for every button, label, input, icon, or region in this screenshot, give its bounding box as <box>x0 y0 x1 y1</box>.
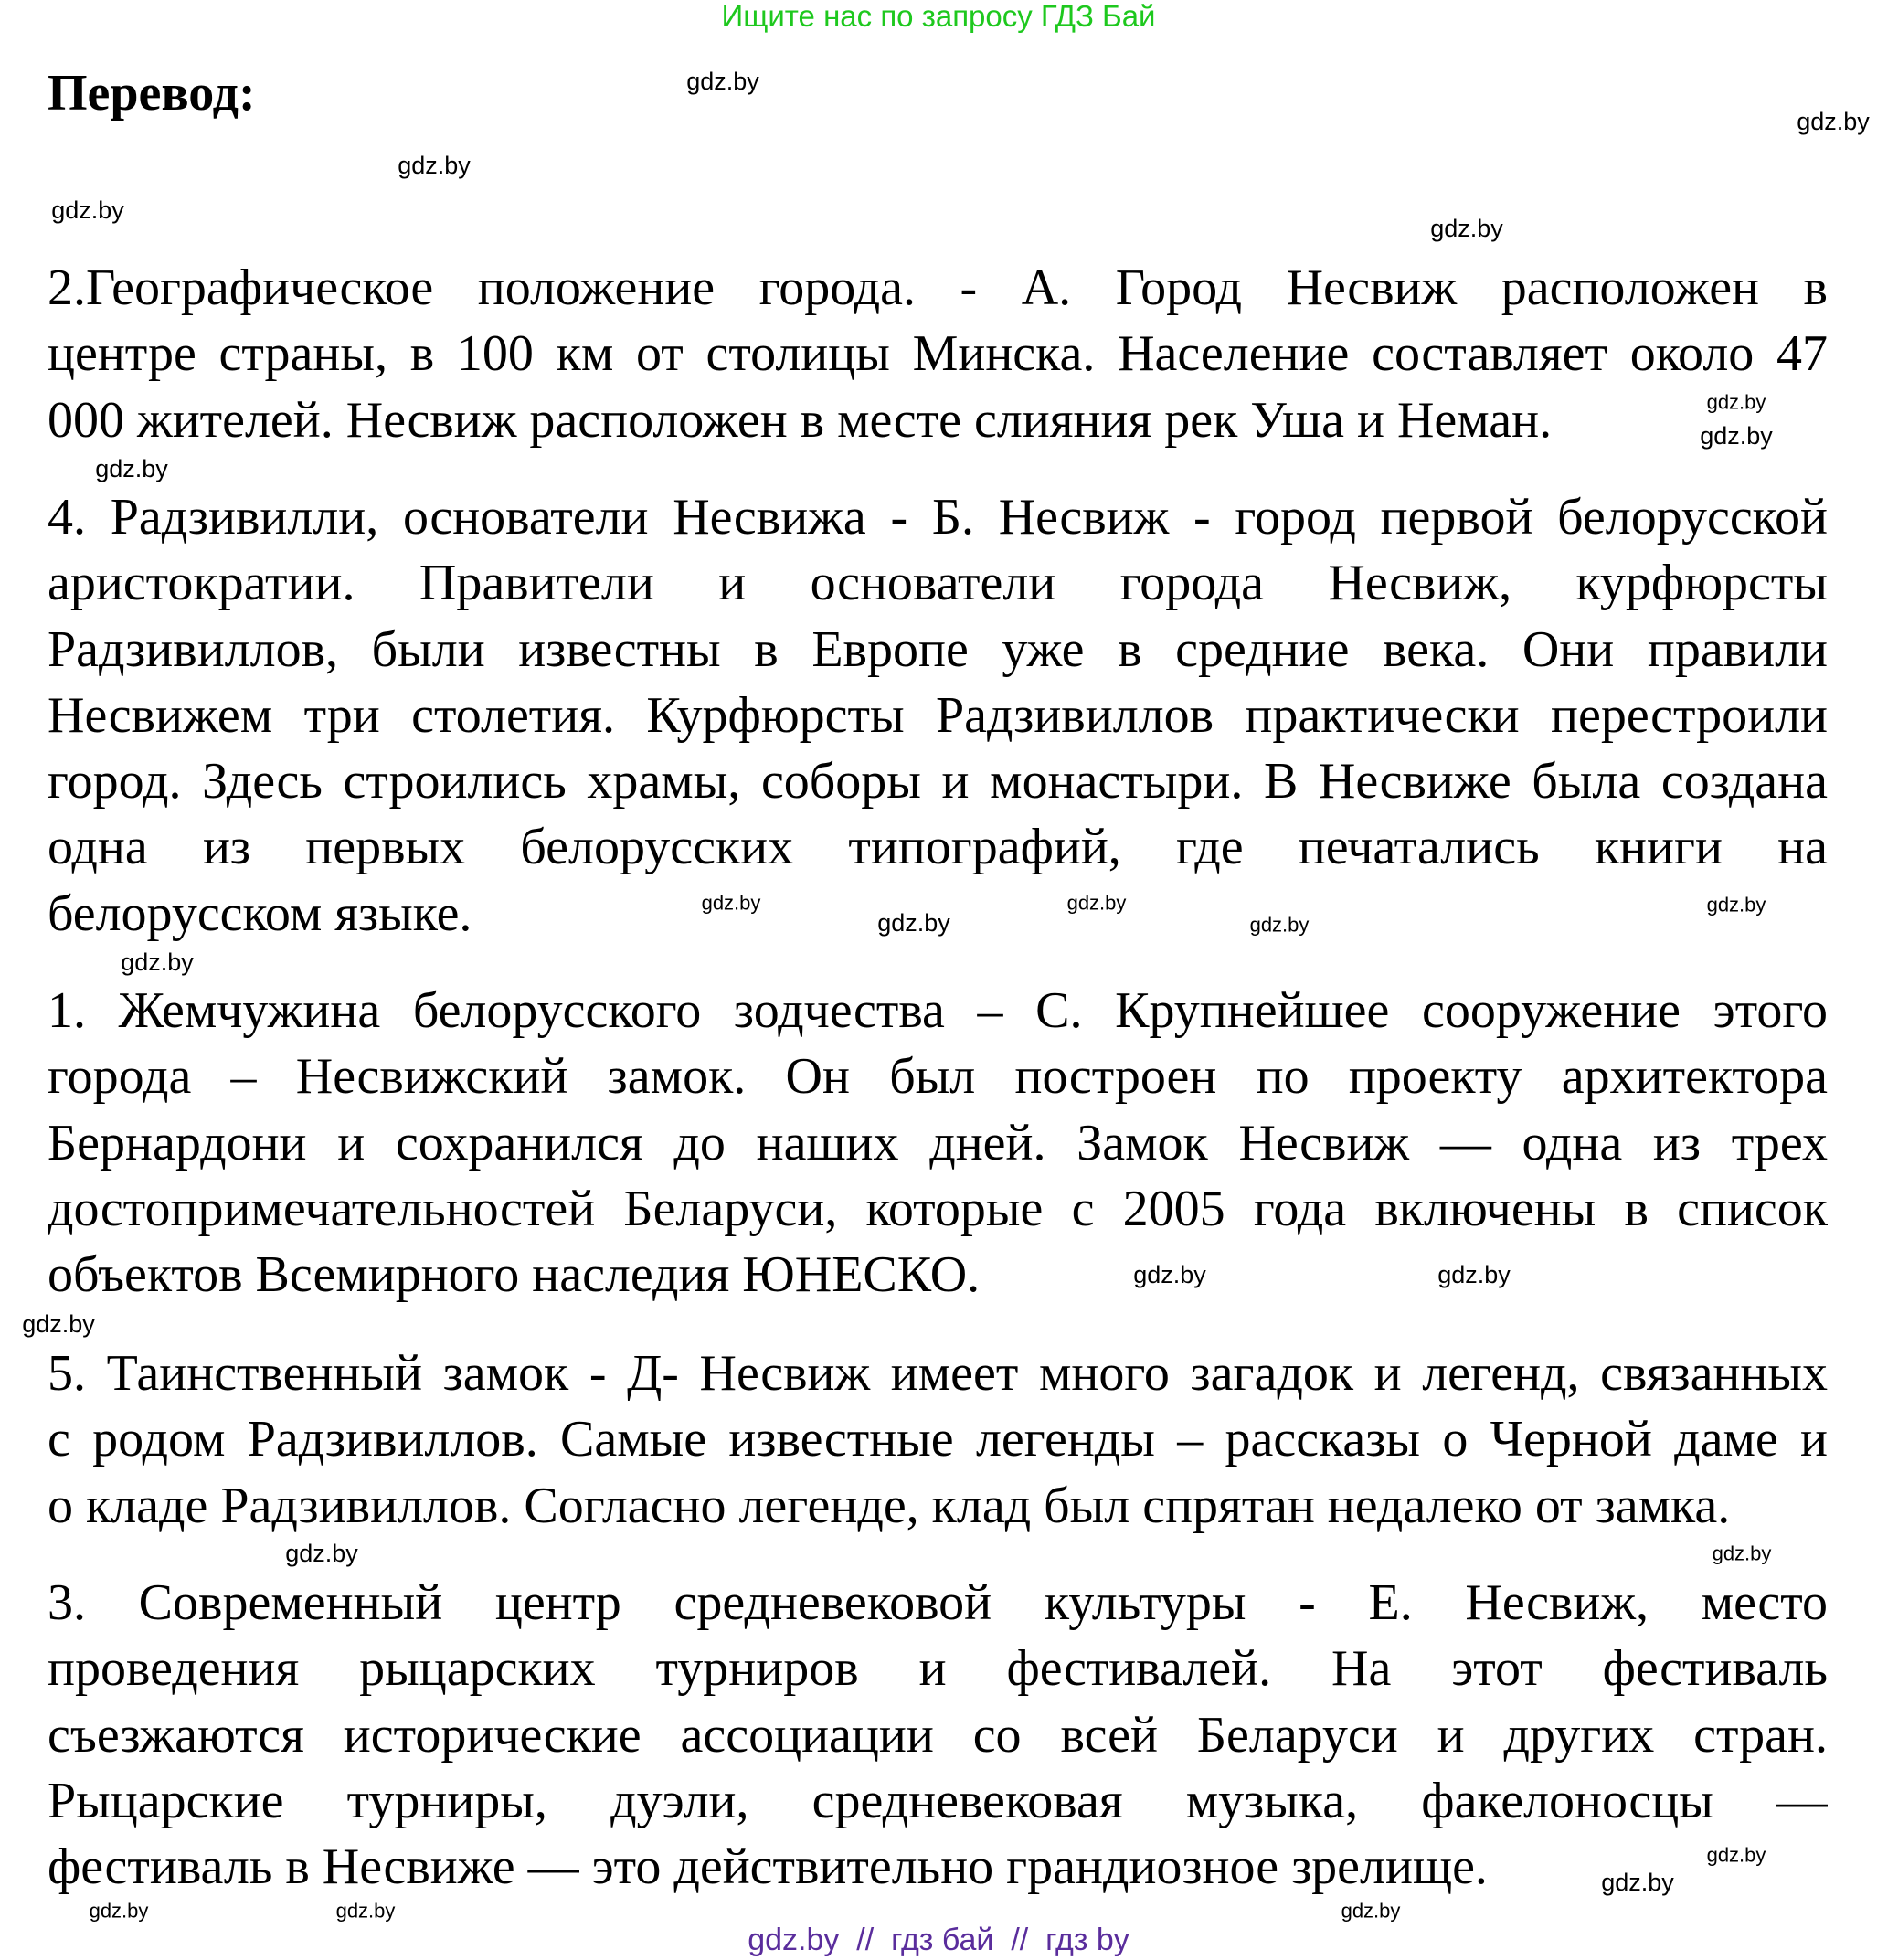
watermark: gdz.by <box>1797 108 1870 135</box>
paragraph-5-mysterious-castle <box>48 1340 1828 1539</box>
watermark: gdz.by <box>1437 1261 1511 1288</box>
text-line: город. Здесь строились храмы, соборы и монастыри. В Несвиже была создана <box>48 753 1828 810</box>
watermark: gdz.by <box>1700 422 1773 450</box>
search-hint-banner: Ищите нас по запросу ГДЗ Бай <box>721 0 1156 33</box>
text-line: с родом Радзивиллов. Самые известные легенды – рассказы о Черной даме и <box>48 1411 1828 1468</box>
page-title: Перевод: <box>48 65 256 122</box>
text-line: Радзивиллов, были известны в Европе уже в средние века. Они правили <box>48 620 1828 678</box>
text-line: Несвижем три столетия. Курфюрсты Радзивиллов практически перестроили <box>48 686 1828 744</box>
text-line: 2.Географическое положение города. - А. Город Несвиж расположен в <box>48 260 1828 316</box>
text-line: 4. Радзивилли, основатели Несвижа - Б. Несвиж - город первой белорусской <box>48 489 1828 546</box>
text-line: о кладе Радзивиллов. Согласно легенде, клад был спрятан недалеко от замка. <box>48 1477 1731 1534</box>
watermark: gdz.by <box>877 909 950 937</box>
paragraph-3-medieval-culture <box>48 1570 1828 1900</box>
text-line: съезжаются исторические ассоциации со всей Беларуси и других стран. <box>48 1706 1828 1764</box>
watermark: gdz.by <box>95 455 168 482</box>
text-line: объектов Всемирного наследия ЮНЕСКО. <box>48 1246 981 1304</box>
watermark: gdz.by <box>1249 913 1310 937</box>
paragraph-2-geography <box>48 255 1828 453</box>
footer-links <box>0 1923 1877 1957</box>
watermark: gdz.by <box>686 68 759 95</box>
text-line: белорусском языке. <box>48 885 472 942</box>
watermark: gdz.by <box>1430 215 1503 242</box>
watermark: gdz.by <box>1341 1899 1401 1923</box>
watermark: gdz.by <box>1133 1261 1206 1288</box>
watermark: gdz.by <box>121 948 194 976</box>
text-line: города – Несвижский замок. Он был построен по проекту архитектора <box>48 1048 1828 1106</box>
watermark: gdz.by <box>51 196 124 224</box>
text-line: 1. Жемчужина белорусского зодчества – С. Крупнейшее сооружение этого <box>48 982 1828 1039</box>
text-line: центре страны, в 100 км от столицы Минска. Население составляет около 47 <box>48 325 1828 383</box>
watermark: gdz.by <box>1712 1542 1772 1565</box>
text-line: Бернардони и сохранился до наших дней. Замок Несвиж — одна из трех <box>48 1114 1828 1171</box>
footer-text: gdz.by // гдз бай // гдз by <box>748 1923 1129 1957</box>
watermark: gdz.by <box>1706 893 1766 916</box>
text-line: проведения рыцарских турниров и фестивалей. На этот фестиваль <box>48 1640 1828 1698</box>
watermark: gdz.by <box>1066 891 1127 915</box>
watermark: gdz.by <box>285 1540 358 1567</box>
watermark: gdz.by <box>701 891 761 915</box>
watermark: gdz.by <box>89 1899 149 1923</box>
paragraph-4-radziwills <box>48 484 1828 947</box>
watermark: gdz.by <box>398 152 471 179</box>
text-line: 000 жителей. Несвиж расположен в месте слияния рек Уша и Неман. <box>48 391 1553 449</box>
watermark: gdz.by <box>22 1310 95 1338</box>
text-line: фестиваль в Несвиже — это действительно грандиозное зрелище. <box>48 1838 1488 1896</box>
text-line: аристократии. Правители и основатели города Несвиж, курфюрсты <box>48 555 1828 612</box>
watermark: gdz.by <box>1601 1869 1674 1896</box>
text-line: одна из первых белорусских типографий, где печатались книги на <box>48 819 1828 876</box>
watermark: gdz.by <box>335 1899 396 1923</box>
watermark: gdz.by <box>1706 1843 1766 1867</box>
text-line: достопримечательностей Беларуси, которые с 2005 года включены в список <box>48 1180 1828 1237</box>
paragraph-1-pearl <box>48 978 1828 1308</box>
text-line: 3. Современный центр средневековой культуры - Е. Несвиж, место <box>48 1574 1828 1631</box>
text-line: Рыцарские турниры, дуэли, средневековая музыка, факелоносцы — <box>48 1772 1828 1829</box>
text-line: 5. Таинственный замок - Д- Несвиж имеет много загадок и легенд, связанных <box>48 1345 1828 1402</box>
watermark: gdz.by <box>1706 390 1766 414</box>
